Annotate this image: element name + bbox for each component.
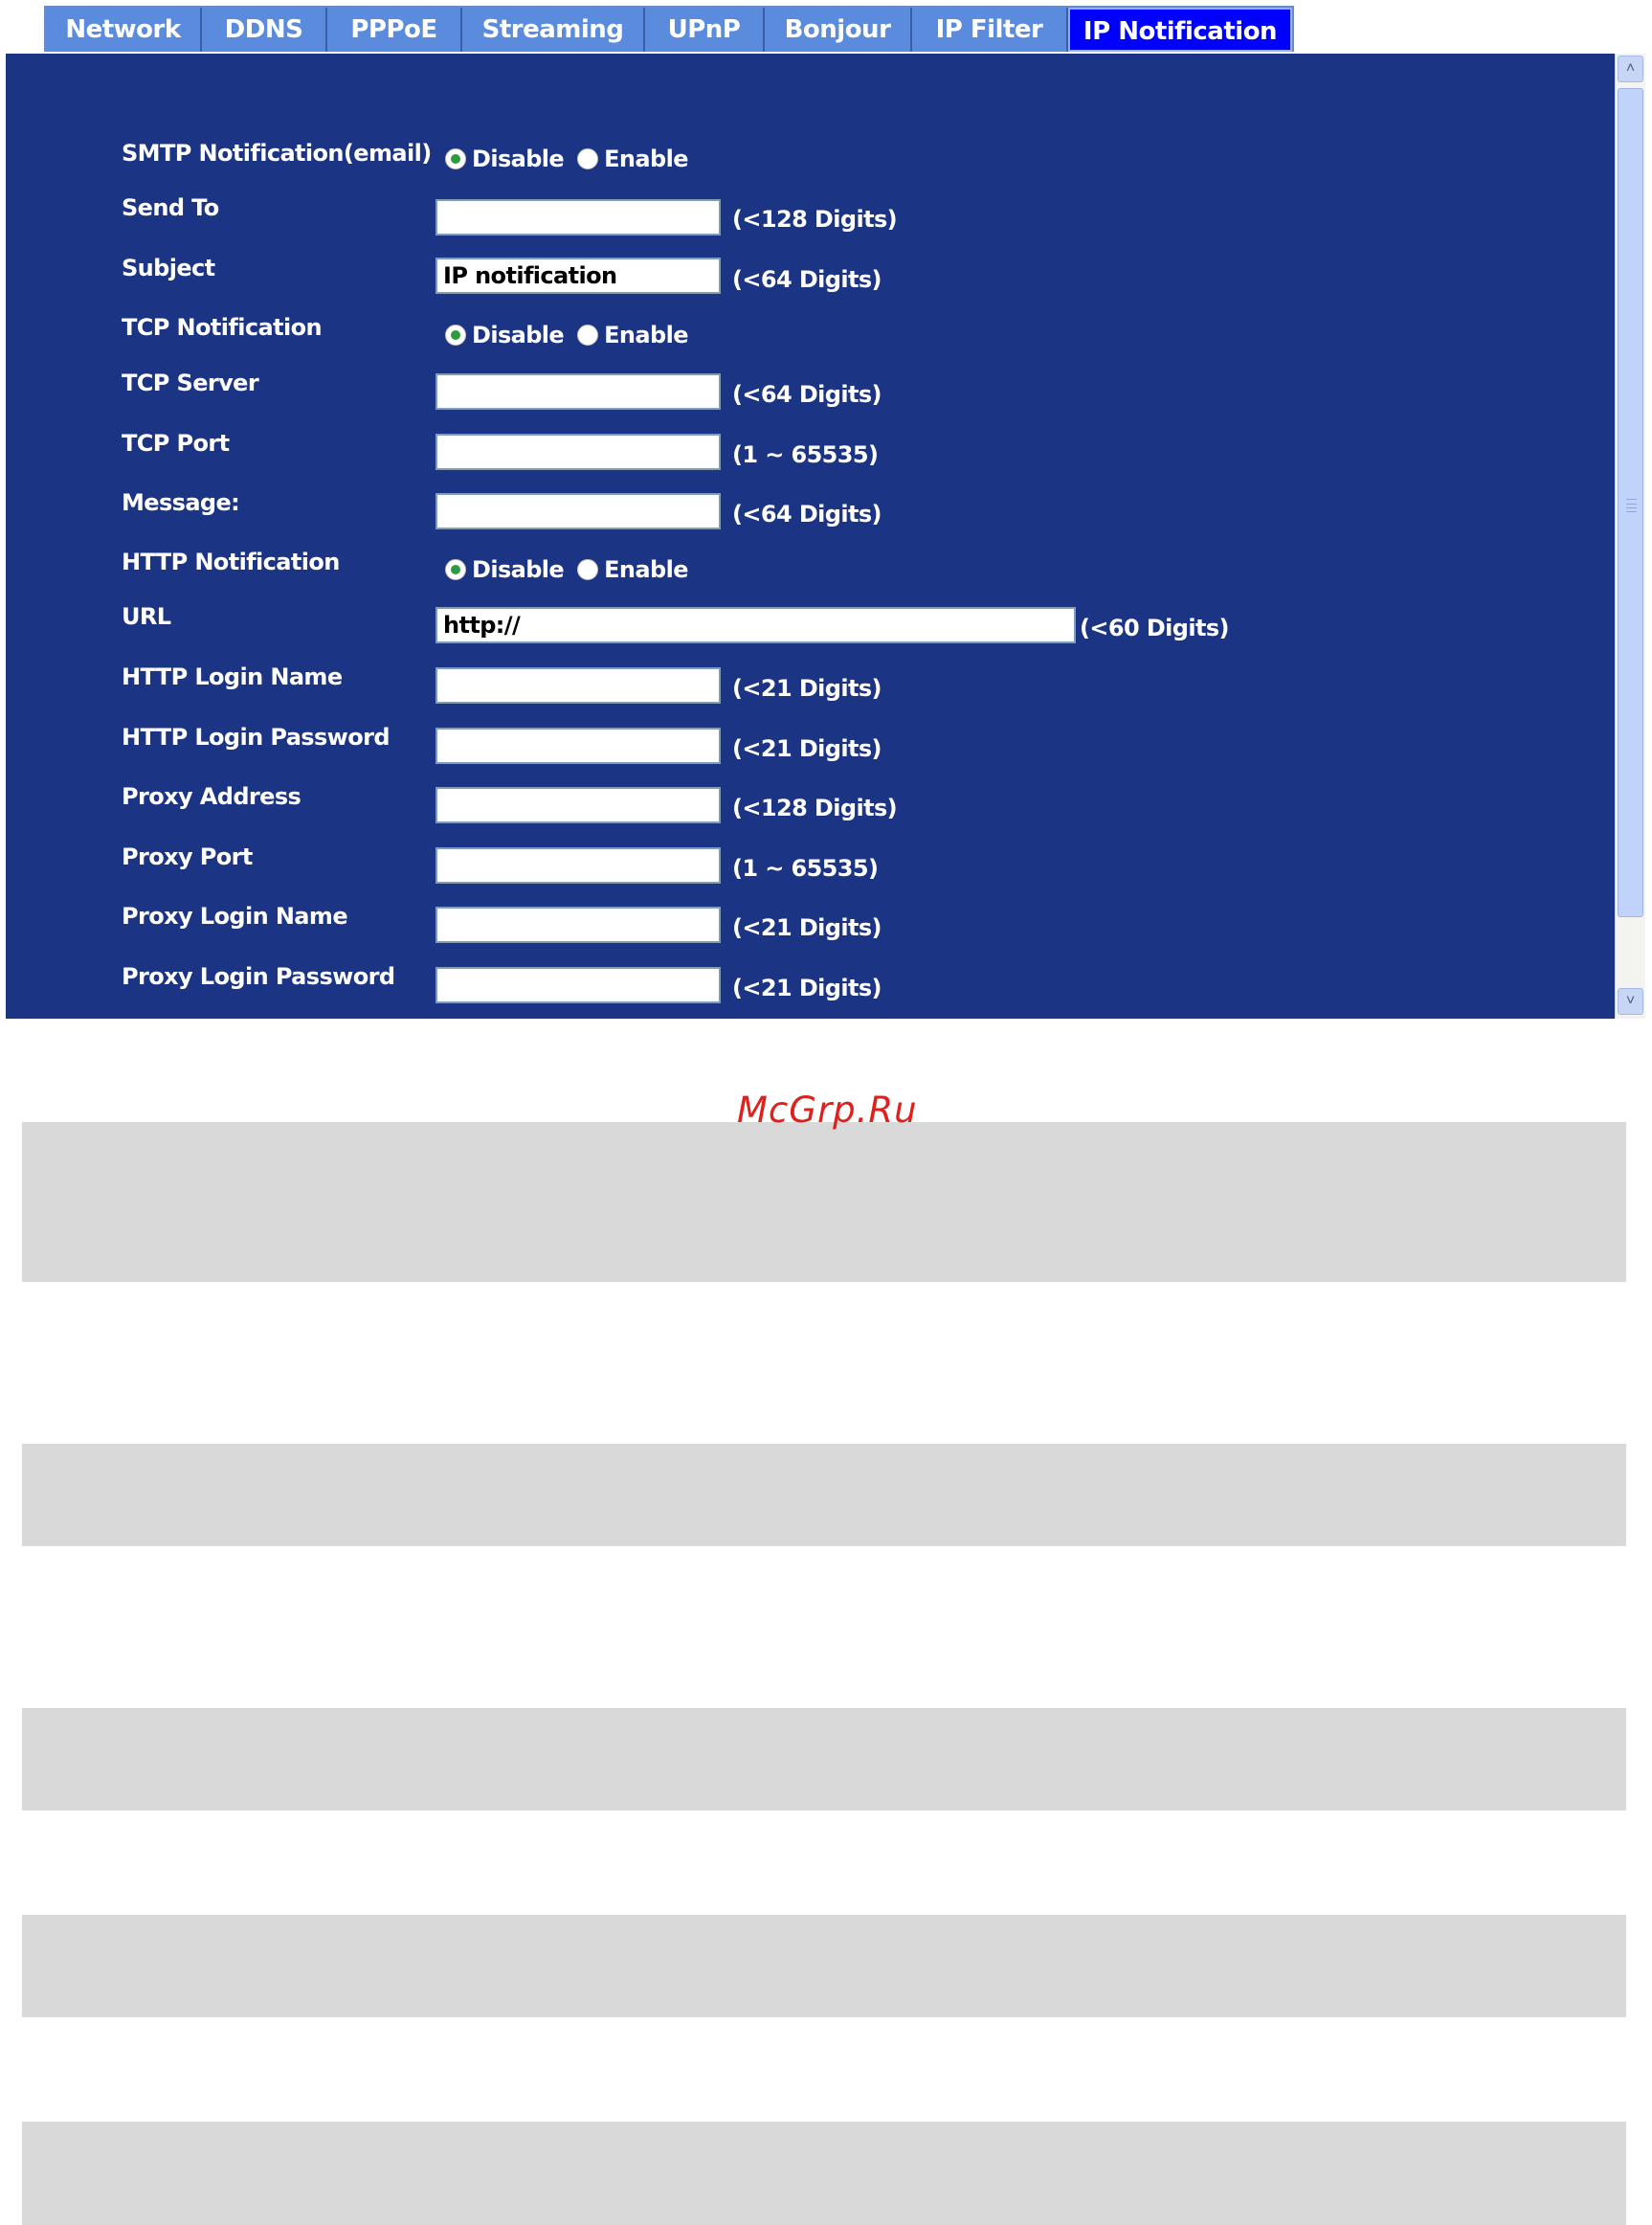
tab-bar [44,6,1294,52]
scrollbar-thumb[interactable] [1618,88,1643,917]
tcp-port-label: TCP Port [122,430,230,457]
http-enable-label: Enable [604,556,688,583]
smtp-enable-radio[interactable] [577,148,598,169]
tab-ddns[interactable]: DDNS [202,8,327,52]
proxy-login-name-label: Proxy Login Name [122,903,347,930]
http-login-password-input[interactable] [435,728,721,764]
proxy-address-input[interactable] [435,787,721,823]
tcp-server-hint: (<64 Digits) [732,381,882,408]
gray-block-4 [22,1915,1626,2017]
tab-ip-filter[interactable]: IP Filter [912,8,1068,52]
smtp-notification-label: SMTP Notification(email) [122,140,432,167]
tcp-port-input[interactable] [435,434,721,470]
send-to-label: Send To [122,194,219,221]
send-to-input[interactable] [435,199,721,236]
watermark: McGrp.Ru [737,1090,918,1131]
tab-upnp[interactable]: UPnP [645,8,765,52]
http-login-name-label: HTTP Login Name [122,663,343,690]
subject-input[interactable]: IP notification [435,258,721,294]
proxy-address-hint: (<128 Digits) [732,795,898,821]
message-hint: (<64 Digits) [732,501,882,528]
url-row [6,603,1615,651]
gray-block-5 [22,2122,1626,2225]
tcp-port-row [6,430,1615,478]
subject-row [6,255,1615,303]
vertical-scrollbar[interactable] [1615,54,1645,1019]
url-hint: (<60 Digits) [1080,615,1229,641]
message-input[interactable] [435,493,721,529]
smtp-notification-row [6,140,1615,188]
subject-label: Subject [122,255,215,281]
tcp-server-label: TCP Server [122,370,259,396]
tcp-disable-radio[interactable] [445,325,466,346]
http-disable-label: Disable [472,556,565,583]
http-login-password-label: HTTP Login Password [122,724,390,751]
smtp-disable-radio[interactable] [445,148,466,169]
subject-hint: (<64 Digits) [732,266,882,293]
message-row [6,489,1615,537]
tab-bonjour[interactable]: Bonjour [765,8,912,52]
http-login-name-row [6,663,1615,711]
tab-ip-notification[interactable]: IP Notification [1068,8,1292,52]
proxy-port-hint: (1 ~ 65535) [732,855,879,882]
gray-block-2 [22,1444,1626,1546]
proxy-login-name-row [6,903,1615,951]
tcp-server-input[interactable] [435,373,721,410]
ip-notification-panel [6,54,1615,1019]
url-input[interactable]: http:// [435,607,1076,643]
tcp-enable-radio[interactable] [577,325,598,346]
message-label: Message: [122,489,240,516]
tcp-notification-label: TCP Notification [122,314,322,341]
proxy-port-input[interactable] [435,847,721,884]
proxy-login-name-hint: (<21 Digits) [732,914,882,941]
proxy-port-row [6,843,1615,891]
gray-block-3 [22,1708,1626,1810]
http-login-password-row [6,724,1615,772]
http-login-name-hint: (<21 Digits) [732,675,882,702]
proxy-login-password-input[interactable] [435,967,721,1003]
http-enable-radio[interactable] [577,559,598,580]
http-disable-radio[interactable] [445,559,466,580]
tcp-enable-label: Enable [604,322,688,348]
tab-pppoe[interactable]: PPPoE [327,8,462,52]
proxy-login-name-input[interactable] [435,907,721,943]
tab-network[interactable]: Network [46,8,202,52]
http-login-password-hint: (<21 Digits) [732,735,882,762]
smtp-notification-radio-group [445,146,702,172]
proxy-port-label: Proxy Port [122,843,253,870]
http-notification-radio-group [445,556,702,583]
url-label: URL [122,603,171,630]
proxy-login-password-hint: (<21 Digits) [732,975,882,1001]
http-login-name-input[interactable] [435,667,721,704]
tcp-server-row [6,370,1615,417]
smtp-enable-label: Enable [604,146,688,172]
tcp-notification-row [6,314,1615,362]
scroll-down-arrow-icon[interactable]: ˅ [1618,988,1643,1015]
proxy-address-row [6,783,1615,831]
http-notification-row [6,549,1615,596]
proxy-login-password-label: Proxy Login Password [122,963,395,990]
gray-block-1 [22,1122,1626,1282]
tcp-port-hint: (1 ~ 65535) [732,441,879,468]
tab-streaming[interactable]: Streaming [462,8,645,52]
proxy-login-password-row [6,963,1615,1011]
proxy-address-label: Proxy Address [122,783,301,810]
send-to-hint: (<128 Digits) [732,206,898,233]
scrollbar-grip-icon [1626,499,1637,512]
send-to-row [6,194,1615,242]
scroll-up-arrow-icon[interactable]: ˄ [1618,56,1643,82]
http-notification-label: HTTP Notification [122,549,340,575]
smtp-disable-label: Disable [472,146,565,172]
tcp-notification-radio-group [445,322,702,348]
tcp-disable-label: Disable [472,322,565,348]
